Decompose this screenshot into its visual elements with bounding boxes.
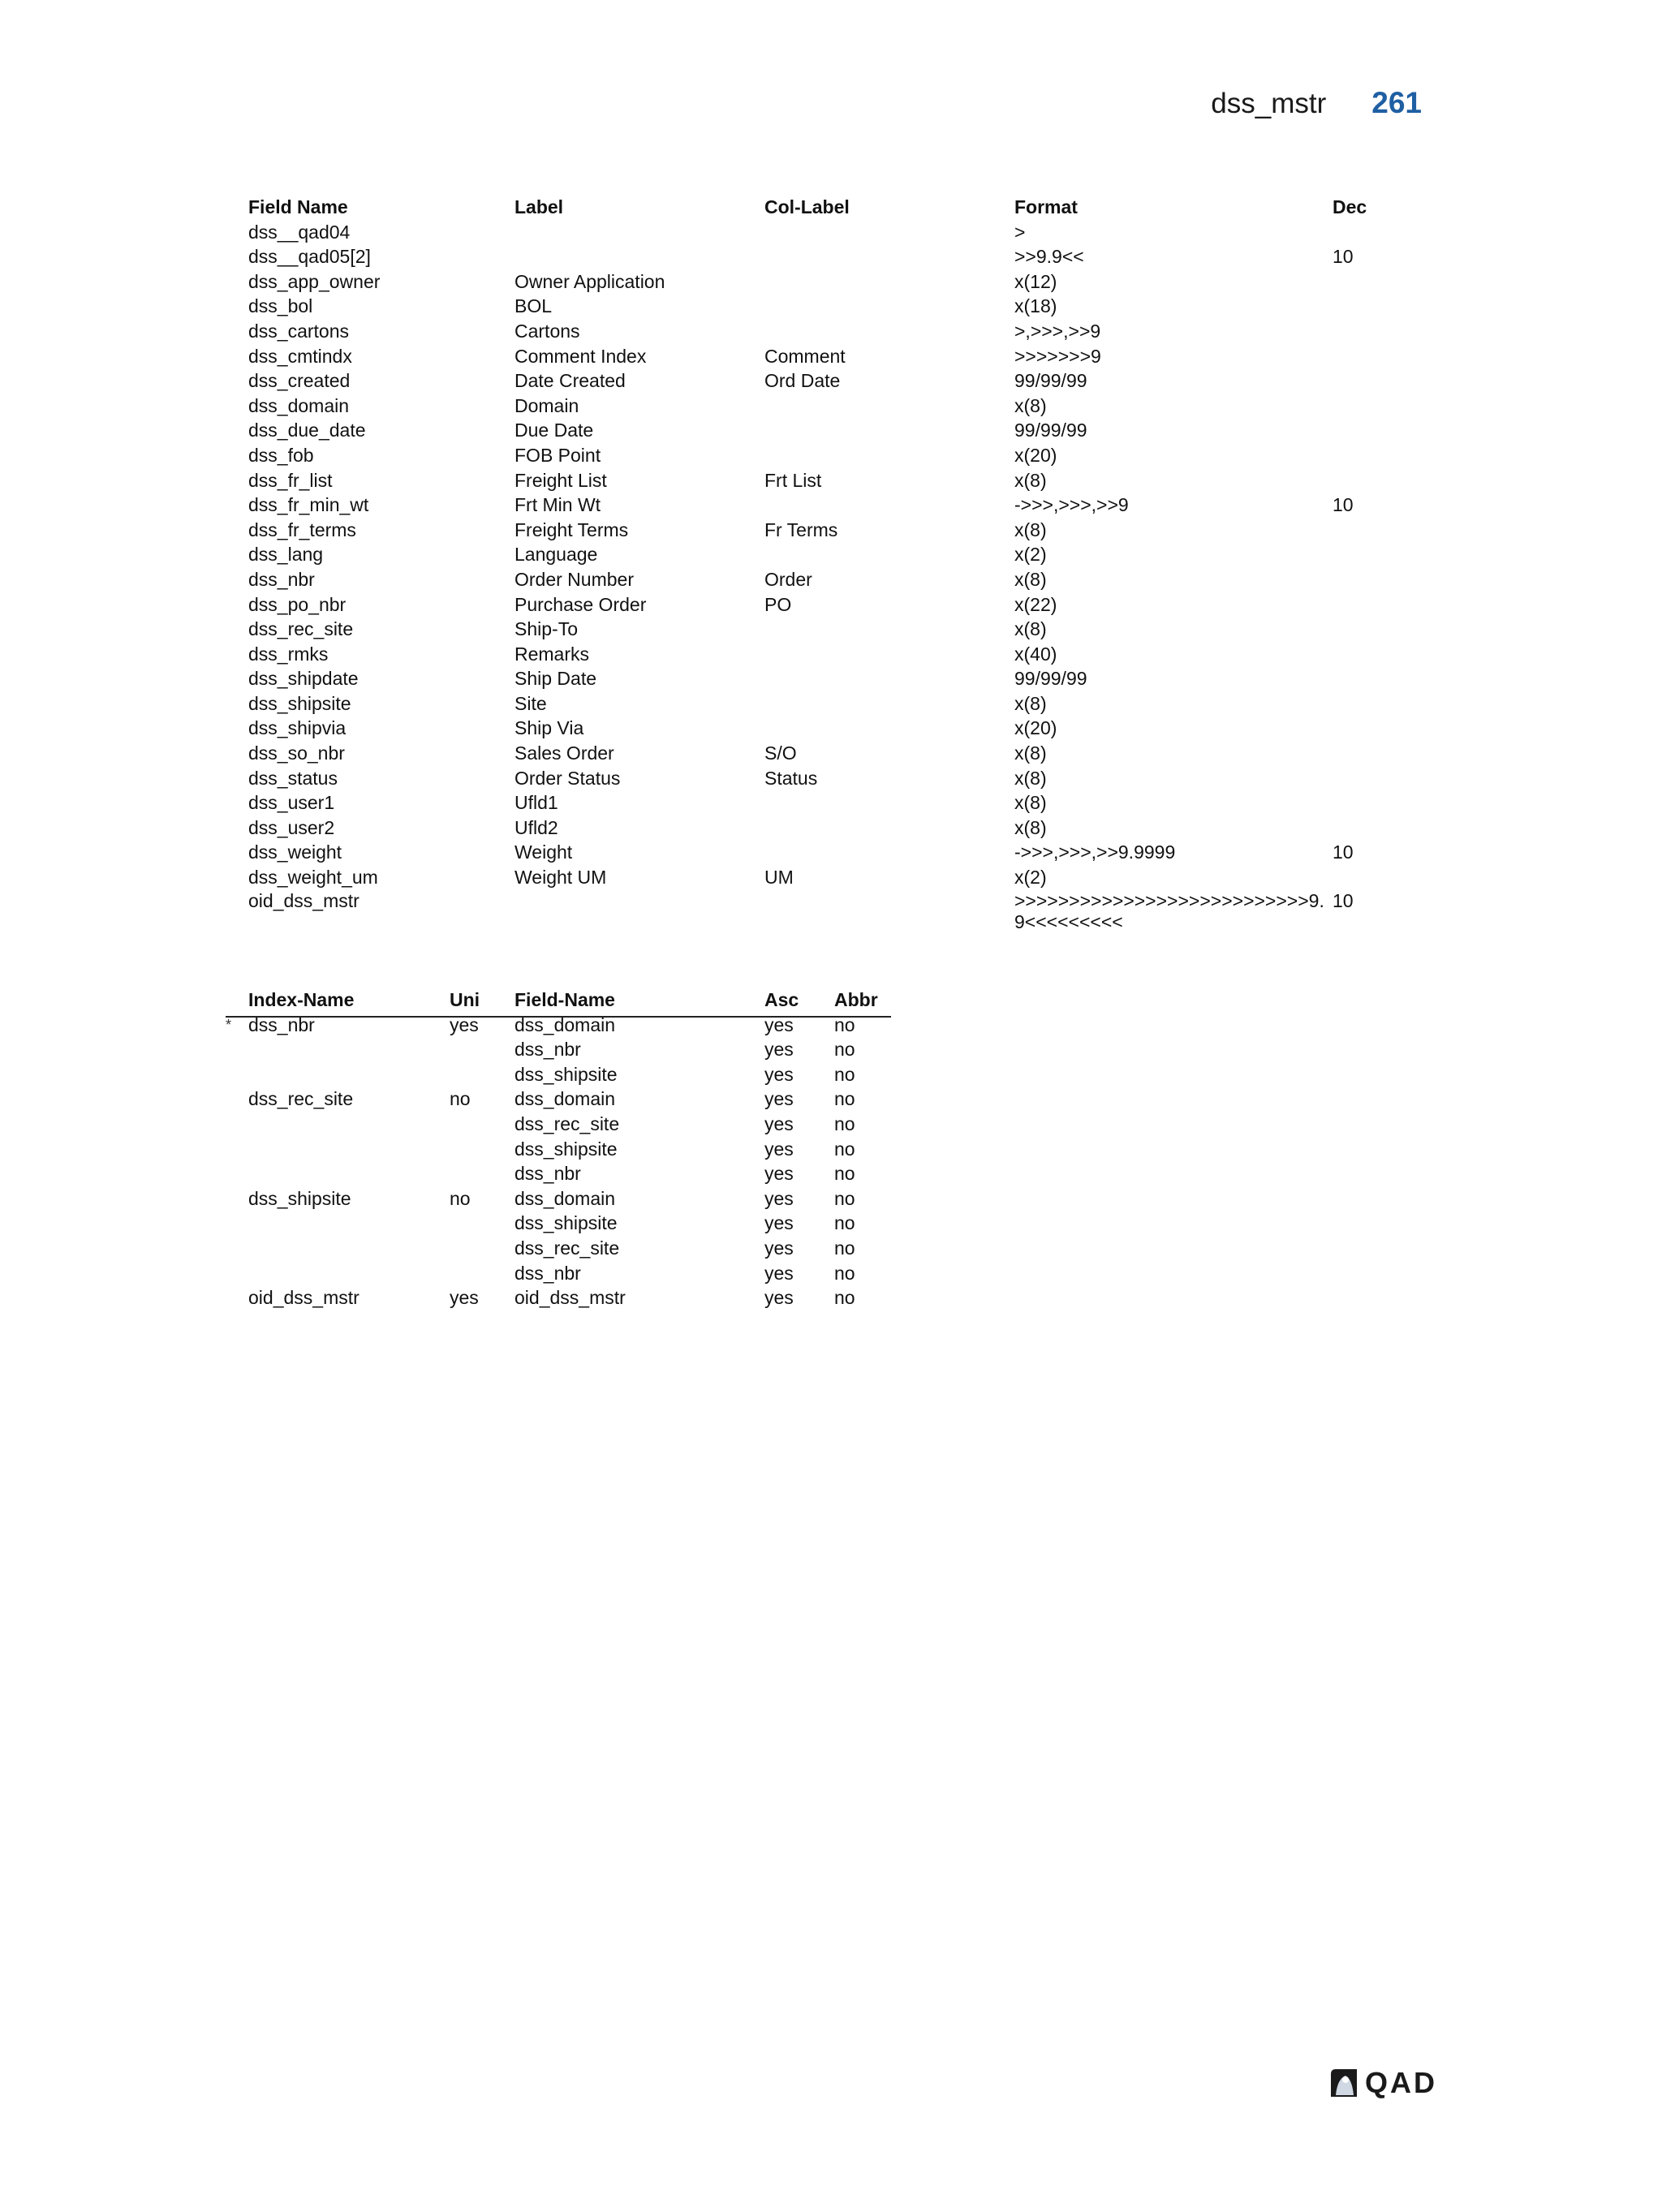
table-row: [248, 642, 1397, 667]
unique-cell: [450, 1137, 515, 1162]
field-name-cell: dss_shipsite: [248, 692, 351, 714]
index-field-name-cell: dss_nbr: [515, 1039, 581, 1061]
page-number: 261: [1371, 86, 1422, 119]
asc-cell: yes: [764, 1212, 794, 1234]
format-cell: x(20): [1014, 444, 1057, 466]
dec-cell: [1333, 344, 1397, 369]
label-cell: Comment Index: [515, 345, 647, 367]
index-field-name-cell: dss_rec_site: [515, 1237, 620, 1259]
col-label-cell: [764, 790, 1014, 816]
table-row: [248, 418, 1397, 443]
table-row: [226, 1261, 891, 1286]
col-label-cell: [764, 418, 1014, 443]
primary-index-marker: [226, 1186, 248, 1211]
label-cell: Ufld1: [515, 792, 558, 814]
field-name-cell: dss_domain: [248, 394, 350, 416]
label-cell: Frt Min Wt: [515, 494, 601, 516]
index-definitions-table: [226, 988, 891, 1310]
col-label-cell: [764, 840, 1014, 865]
format-cell: ->>>,>>>,>>9: [1014, 494, 1129, 516]
label-cell: Sales Order: [515, 742, 614, 764]
field-name-cell: dss_fr_min_wt: [248, 494, 369, 516]
format-cell: >: [1014, 221, 1026, 243]
table-row: [248, 691, 1397, 717]
label-cell: Due Date: [515, 420, 594, 441]
format-cell: x(2): [1014, 867, 1047, 889]
dec-cell: [1333, 394, 1397, 419]
field-name-cell: dss_weight_um: [248, 867, 378, 889]
label-cell: Ship Date: [515, 668, 597, 690]
dec-cell: [1333, 220, 1397, 245]
field-name-cell: dss_rmks: [248, 643, 329, 665]
table-row: [248, 443, 1397, 468]
col-label-cell: Order: [764, 568, 812, 590]
table-row: [248, 890, 1397, 936]
dec-cell: [1333, 766, 1397, 791]
col-label-cell: PO: [764, 593, 792, 615]
format-cell: x(8): [1014, 767, 1047, 789]
field-name-cell: dss_bol: [248, 295, 313, 317]
dec-cell: [1333, 368, 1397, 394]
dec-cell: [1333, 468, 1397, 493]
col-label-cell: Fr Terms: [764, 519, 838, 540]
format-cell: x(8): [1014, 568, 1047, 590]
format-cell: x(8): [1014, 519, 1047, 540]
abbr-cell: no: [834, 1287, 855, 1309]
table-row: [248, 567, 1397, 592]
table-row: [226, 1062, 891, 1087]
table-row: [226, 1112, 891, 1137]
table-row: [248, 840, 1397, 865]
header-uni: Uni: [450, 989, 480, 1010]
label-cell: Freight List: [515, 469, 607, 491]
format-cell: >>9.9<<: [1014, 246, 1084, 268]
primary-index-marker: [226, 1261, 248, 1286]
table-row: [248, 468, 1397, 493]
header-field-name: Field Name: [248, 196, 348, 217]
col-label-cell: [764, 269, 1014, 295]
label-cell: [515, 220, 764, 245]
abbr-cell: no: [834, 1262, 855, 1284]
col-label-cell: [764, 493, 1014, 518]
field-name-cell: dss_rec_site: [248, 618, 354, 640]
table-row: [248, 617, 1397, 642]
asc-cell: yes: [764, 1187, 794, 1209]
col-label-cell: [764, 319, 1014, 344]
dec-cell: [1333, 691, 1397, 717]
col-label-cell: [764, 716, 1014, 741]
field-name-cell: dss_fr_list: [248, 469, 333, 491]
format-cell: x(40): [1014, 643, 1057, 665]
unique-cell: [450, 1236, 515, 1261]
asc-cell: yes: [764, 1088, 794, 1110]
table-row: [248, 368, 1397, 394]
page-header: [1211, 86, 1422, 120]
table-row: [226, 1137, 891, 1162]
label-cell: Weight UM: [515, 867, 607, 889]
primary-index-marker: [226, 1236, 248, 1261]
dec-cell: [1333, 443, 1397, 468]
label-cell: [515, 890, 764, 936]
label-cell: Date Created: [515, 370, 626, 392]
unique-cell: no: [450, 1088, 471, 1110]
abbr-cell: no: [834, 1212, 855, 1234]
table-row: [226, 1285, 891, 1310]
table-row: [248, 344, 1397, 369]
dec-cell: [1333, 617, 1397, 642]
dec-cell: [1333, 790, 1397, 816]
index-table-header-row: [226, 988, 891, 1013]
table-row: [248, 319, 1397, 344]
abbr-cell: no: [834, 1013, 855, 1035]
page-title: dss_mstr: [1211, 88, 1327, 119]
table-row: [248, 816, 1397, 841]
primary-index-marker: *: [226, 1016, 232, 1033]
asc-cell: yes: [764, 1262, 794, 1284]
label-cell: Purchase Order: [515, 593, 647, 615]
index-name-cell: dss_rec_site: [248, 1088, 354, 1110]
col-label-cell: [764, 816, 1014, 841]
field-name-cell: dss_weight: [248, 841, 342, 863]
asc-cell: yes: [764, 1237, 794, 1259]
field-name-cell: dss_cmtindx: [248, 345, 352, 367]
field-name-cell: dss_user1: [248, 792, 335, 814]
field-definitions-table: [248, 195, 1397, 936]
col-label-cell: [764, 244, 1014, 269]
dec-cell: [1333, 642, 1397, 667]
table-row: [226, 1236, 891, 1261]
header-col-label: Col-Label: [764, 196, 850, 217]
primary-index-marker: [226, 1285, 248, 1310]
label-cell: Freight Terms: [515, 519, 629, 540]
unique-cell: yes: [450, 1287, 479, 1309]
label-cell: [515, 244, 764, 269]
unique-cell: [450, 1062, 515, 1087]
field-name-cell: dss_so_nbr: [248, 742, 345, 764]
field-name-cell: dss_shipdate: [248, 668, 359, 690]
primary-index-marker: [226, 1161, 248, 1186]
table-row: [248, 865, 1397, 890]
format-cell: x(8): [1014, 618, 1047, 640]
format-cell: >>>>>>>9: [1014, 345, 1101, 367]
field-name-cell: dss_shipvia: [248, 717, 347, 739]
asc-cell: yes: [764, 1163, 794, 1185]
field-name-cell: dss__qad04: [248, 221, 351, 243]
primary-index-marker: [226, 1087, 248, 1112]
primary-index-marker: [226, 1137, 248, 1162]
col-label-cell: S/O: [764, 742, 797, 764]
table-row: [248, 244, 1397, 269]
abbr-cell: no: [834, 1112, 855, 1134]
table-row: [248, 716, 1397, 741]
header-abbr: Abbr: [834, 989, 878, 1010]
qad-logo-icon: [1328, 2068, 1360, 2098]
dec-cell: [1333, 319, 1397, 344]
table-row: [248, 294, 1397, 319]
table-row: [248, 766, 1397, 791]
index-field-name-cell: dss_rec_site: [515, 1112, 620, 1134]
index-name-cell: dss_nbr: [248, 1013, 315, 1035]
label-cell: Owner Application: [515, 270, 665, 292]
format-cell: x(12): [1014, 270, 1057, 292]
format-cell: ->>>,>>>,>>9.9999: [1014, 841, 1176, 863]
table-row: [248, 790, 1397, 816]
label-cell: Order Number: [515, 568, 634, 590]
header-field-name: Field-Name: [515, 989, 615, 1010]
table-row: [226, 1186, 891, 1211]
format-cell: x(8): [1014, 742, 1047, 764]
index-name-cell: oid_dss_mstr: [248, 1287, 360, 1309]
col-label-cell: Frt List: [764, 469, 822, 491]
index-field-name-cell: dss_nbr: [515, 1262, 581, 1284]
col-label-cell: [764, 220, 1014, 245]
format-cell: x(8): [1014, 692, 1047, 714]
abbr-cell: no: [834, 1237, 855, 1259]
header-index-name: Index-Name: [248, 989, 355, 1010]
dec-cell: [1333, 716, 1397, 741]
label-cell: Ship Via: [515, 717, 584, 739]
table-row: [248, 666, 1397, 691]
field-name-cell: dss_lang: [248, 544, 324, 566]
format-cell: x(8): [1014, 816, 1047, 838]
dec-cell: [1333, 865, 1397, 890]
format-cell: >,>>>,>>9: [1014, 320, 1101, 342]
field-name-cell: dss_status: [248, 767, 338, 789]
dec-cell: [1333, 816, 1397, 841]
label-cell: Ufld2: [515, 816, 558, 838]
col-label-cell: Status: [764, 767, 818, 789]
field-table-header-row: [248, 195, 1397, 220]
field-name-cell: dss_user2: [248, 816, 335, 838]
dec-cell: [1333, 542, 1397, 567]
abbr-cell: no: [834, 1039, 855, 1061]
format-cell: x(8): [1014, 469, 1047, 491]
asc-cell: yes: [764, 1039, 794, 1061]
index-field-name-cell: dss_shipsite: [515, 1063, 618, 1085]
field-name-cell: dss_due_date: [248, 420, 366, 441]
table-row: [248, 269, 1397, 295]
index-field-name-cell: dss_shipsite: [515, 1138, 618, 1160]
table-row: [248, 592, 1397, 618]
col-label-cell: UM: [764, 867, 794, 889]
index-field-name-cell: dss_nbr: [515, 1163, 581, 1185]
label-cell: FOB Point: [515, 444, 601, 466]
index-name-cell: [248, 1236, 450, 1261]
format-cell: x(2): [1014, 544, 1047, 566]
index-name-cell: [248, 1211, 450, 1236]
dec-cell: [1333, 518, 1397, 543]
dec-cell: 10: [1333, 889, 1354, 911]
primary-index-marker: [226, 1112, 248, 1137]
col-label-cell: [764, 443, 1014, 468]
index-name-cell: [248, 1137, 450, 1162]
dec-cell: 10: [1333, 841, 1354, 863]
dec-cell: [1333, 666, 1397, 691]
index-name-cell: [248, 1037, 450, 1062]
header-format: Format: [1014, 196, 1078, 217]
dec-cell: [1333, 269, 1397, 295]
unique-cell: [450, 1037, 515, 1062]
label-cell: Domain: [515, 394, 579, 416]
index-name-cell: dss_shipsite: [248, 1187, 351, 1209]
format-cell: x(8): [1014, 394, 1047, 416]
abbr-cell: no: [834, 1163, 855, 1185]
unique-cell: no: [450, 1187, 471, 1209]
index-field-name-cell: oid_dss_mstr: [515, 1287, 626, 1309]
field-name-cell: dss_nbr: [248, 568, 315, 590]
field-name-cell: dss_fr_terms: [248, 519, 356, 540]
label-cell: Weight: [515, 841, 573, 863]
label-cell: Remarks: [515, 643, 590, 665]
field-name-cell: oid_dss_mstr: [248, 889, 360, 911]
label-cell: Ship-To: [515, 618, 578, 640]
table-row: [248, 394, 1397, 419]
index-name-cell: [248, 1261, 450, 1286]
index-field-name-cell: dss_domain: [515, 1013, 616, 1035]
header-asc: Asc: [764, 989, 799, 1010]
index-field-name-cell: dss_domain: [515, 1187, 616, 1209]
index-field-name-cell: dss_shipsite: [515, 1212, 618, 1234]
dec-cell: [1333, 592, 1397, 618]
label-cell: Order Status: [515, 767, 621, 789]
col-label-cell: [764, 666, 1014, 691]
unique-cell: [450, 1211, 515, 1236]
col-label-cell: [764, 294, 1014, 319]
unique-cell: [450, 1261, 515, 1286]
format-cell: x(20): [1014, 717, 1057, 739]
unique-cell: [450, 1161, 515, 1186]
abbr-cell: no: [834, 1187, 855, 1209]
table-row: [248, 542, 1397, 567]
dec-cell: 10: [1333, 246, 1354, 268]
unique-cell: [450, 1112, 515, 1137]
table-row: [248, 518, 1397, 543]
table-row: [226, 1013, 891, 1038]
col-label-cell: Ord Date: [764, 370, 841, 392]
format-cell: x(8): [1014, 792, 1047, 814]
asc-cell: yes: [764, 1287, 794, 1309]
asc-cell: yes: [764, 1138, 794, 1160]
primary-index-marker: [226, 1037, 248, 1062]
dec-cell: [1333, 741, 1397, 766]
table-row: [226, 1161, 891, 1186]
index-name-cell: [248, 1062, 450, 1087]
primary-index-marker: [226, 1062, 248, 1087]
field-name-cell: dss_fob: [248, 444, 314, 466]
abbr-cell: no: [834, 1088, 855, 1110]
table-row: [226, 1087, 891, 1112]
col-label-cell: [764, 617, 1014, 642]
dec-cell: [1333, 567, 1397, 592]
dec-cell: 10: [1333, 494, 1354, 516]
unique-cell: yes: [450, 1013, 479, 1035]
format-cell: x(18): [1014, 295, 1057, 317]
field-name-cell: dss_created: [248, 370, 351, 392]
header-dec: Dec: [1333, 196, 1367, 217]
field-name-cell: dss__qad05[2]: [248, 246, 371, 268]
format-cell: 99/99/99: [1014, 420, 1087, 441]
table-row: [226, 1037, 891, 1062]
col-label-cell: [764, 394, 1014, 419]
label-cell: Language: [515, 544, 598, 566]
index-field-name-cell: dss_domain: [515, 1088, 616, 1110]
col-label-cell: [764, 642, 1014, 667]
logo-wordmark: QAD: [1365, 2066, 1437, 2099]
col-label-cell: Comment: [764, 345, 846, 367]
table-row: [248, 493, 1397, 518]
field-name-cell: dss_app_owner: [248, 270, 381, 292]
table-row: [226, 1211, 891, 1236]
label-cell: Cartons: [515, 320, 580, 342]
col-label-cell: [764, 890, 1014, 936]
dec-cell: [1333, 294, 1397, 319]
col-label-cell: [764, 691, 1014, 717]
field-name-cell: dss_cartons: [248, 320, 350, 342]
table-row: [248, 741, 1397, 766]
col-label-cell: [764, 542, 1014, 567]
primary-index-marker: [226, 1211, 248, 1236]
format-cell: 99/99/99: [1014, 668, 1087, 690]
table-row: [248, 220, 1397, 245]
index-name-cell: [248, 1112, 450, 1137]
asc-cell: yes: [764, 1063, 794, 1085]
format-cell: x(22): [1014, 593, 1057, 615]
asc-cell: yes: [764, 1013, 794, 1035]
asc-cell: yes: [764, 1112, 794, 1134]
label-cell: Site: [515, 692, 547, 714]
format-cell: >>>>>>>>>>>>>>>>>>>>>>>>>>>9.9<<<<<<<<<: [1014, 889, 1324, 932]
index-name-cell: [248, 1161, 450, 1186]
header-label: Label: [515, 196, 564, 217]
field-name-cell: dss_po_nbr: [248, 593, 347, 615]
dec-cell: [1333, 418, 1397, 443]
qad-logo: [1328, 2066, 1437, 2100]
abbr-cell: no: [834, 1063, 855, 1085]
abbr-cell: no: [834, 1138, 855, 1160]
label-cell: BOL: [515, 295, 553, 317]
format-cell: 99/99/99: [1014, 370, 1087, 392]
